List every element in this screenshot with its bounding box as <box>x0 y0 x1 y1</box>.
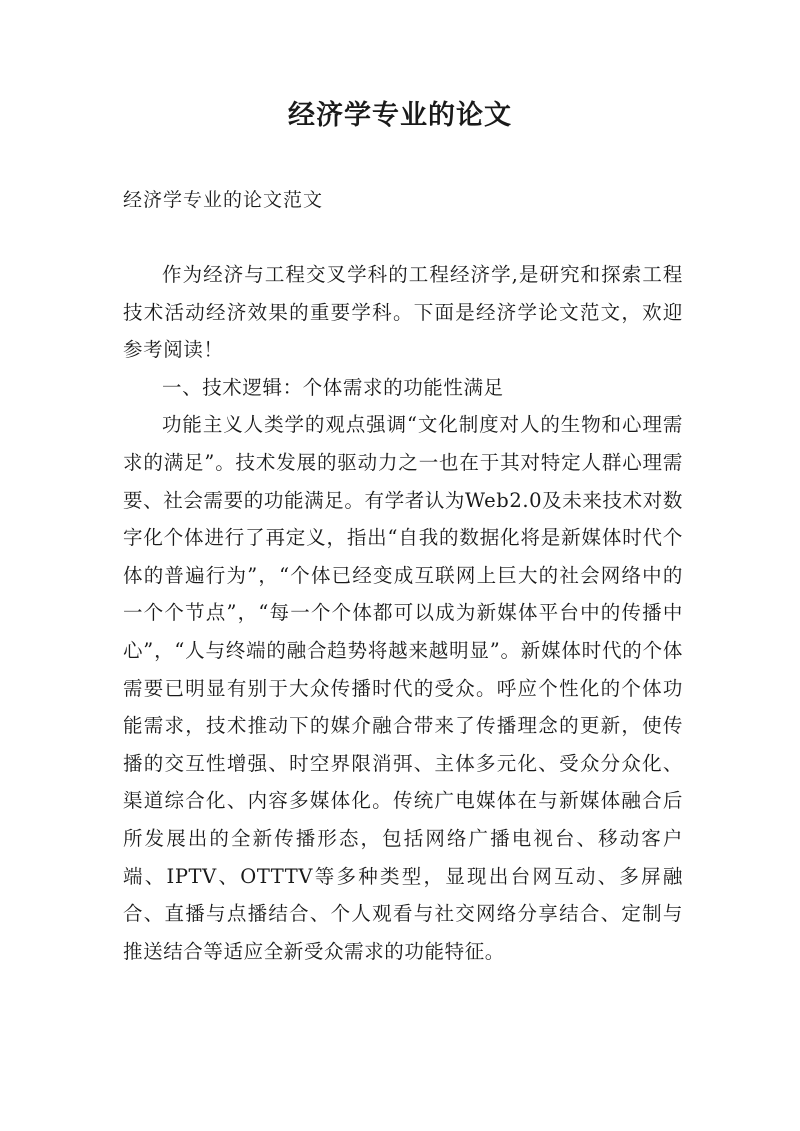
document-body <box>123 256 683 970</box>
paragraph-intro: 作为经济与工程交叉学科的工程经济学,是研究和探索工程技术活动经济效果的重要学科。下面是经济学论文范文，欢迎参考阅读！ <box>123 263 683 362</box>
document-title: 经济学专业的论文 <box>288 100 512 131</box>
section-heading: 一、技术逻辑：个体需求的功能性满足 <box>162 375 504 399</box>
paragraph-main: 功能主义人类学的观点强调“文化制度对人的生物和心理需求的满足”。技术发展的驱动力之一也在于其对特定人群心理需要、社会需要的功能满足。有学者认为Web2.0及未来技术对数字化个体进行了再定义，指出“自我的数据化将是新媒体时代个体的普遍行为”，“个体已经变成互联网上巨大的社会网络中的一个个节点”，“每一个个体都可以成为新媒体平台中的传播中心”，“人与终端的融合趋势将越来越明显”。新媒体时代的个体需要已明显有别于大众传播时代的受众。呼应个性化的个体功能需求，技术推动下的媒介融合带来了传播理念的更新，使传播的交互性增强、时空界限消弭、主体多元化、受众分众化、渠道综合化、内容多媒体化。传统广电媒体在与新媒体融合后所发展出的全新传播形态，包括网络广播电视台、移动客户端、IPTV、OTTTV等多种类型，显现出台网互动、多屏融合、直播与点播结合、个人观看与社交网络分享结合、定制与推送结合等适应全新受众需求的功能特征。 <box>123 413 683 963</box>
document-subtitle: 经济学专业的论文范文 <box>123 189 324 211</box>
